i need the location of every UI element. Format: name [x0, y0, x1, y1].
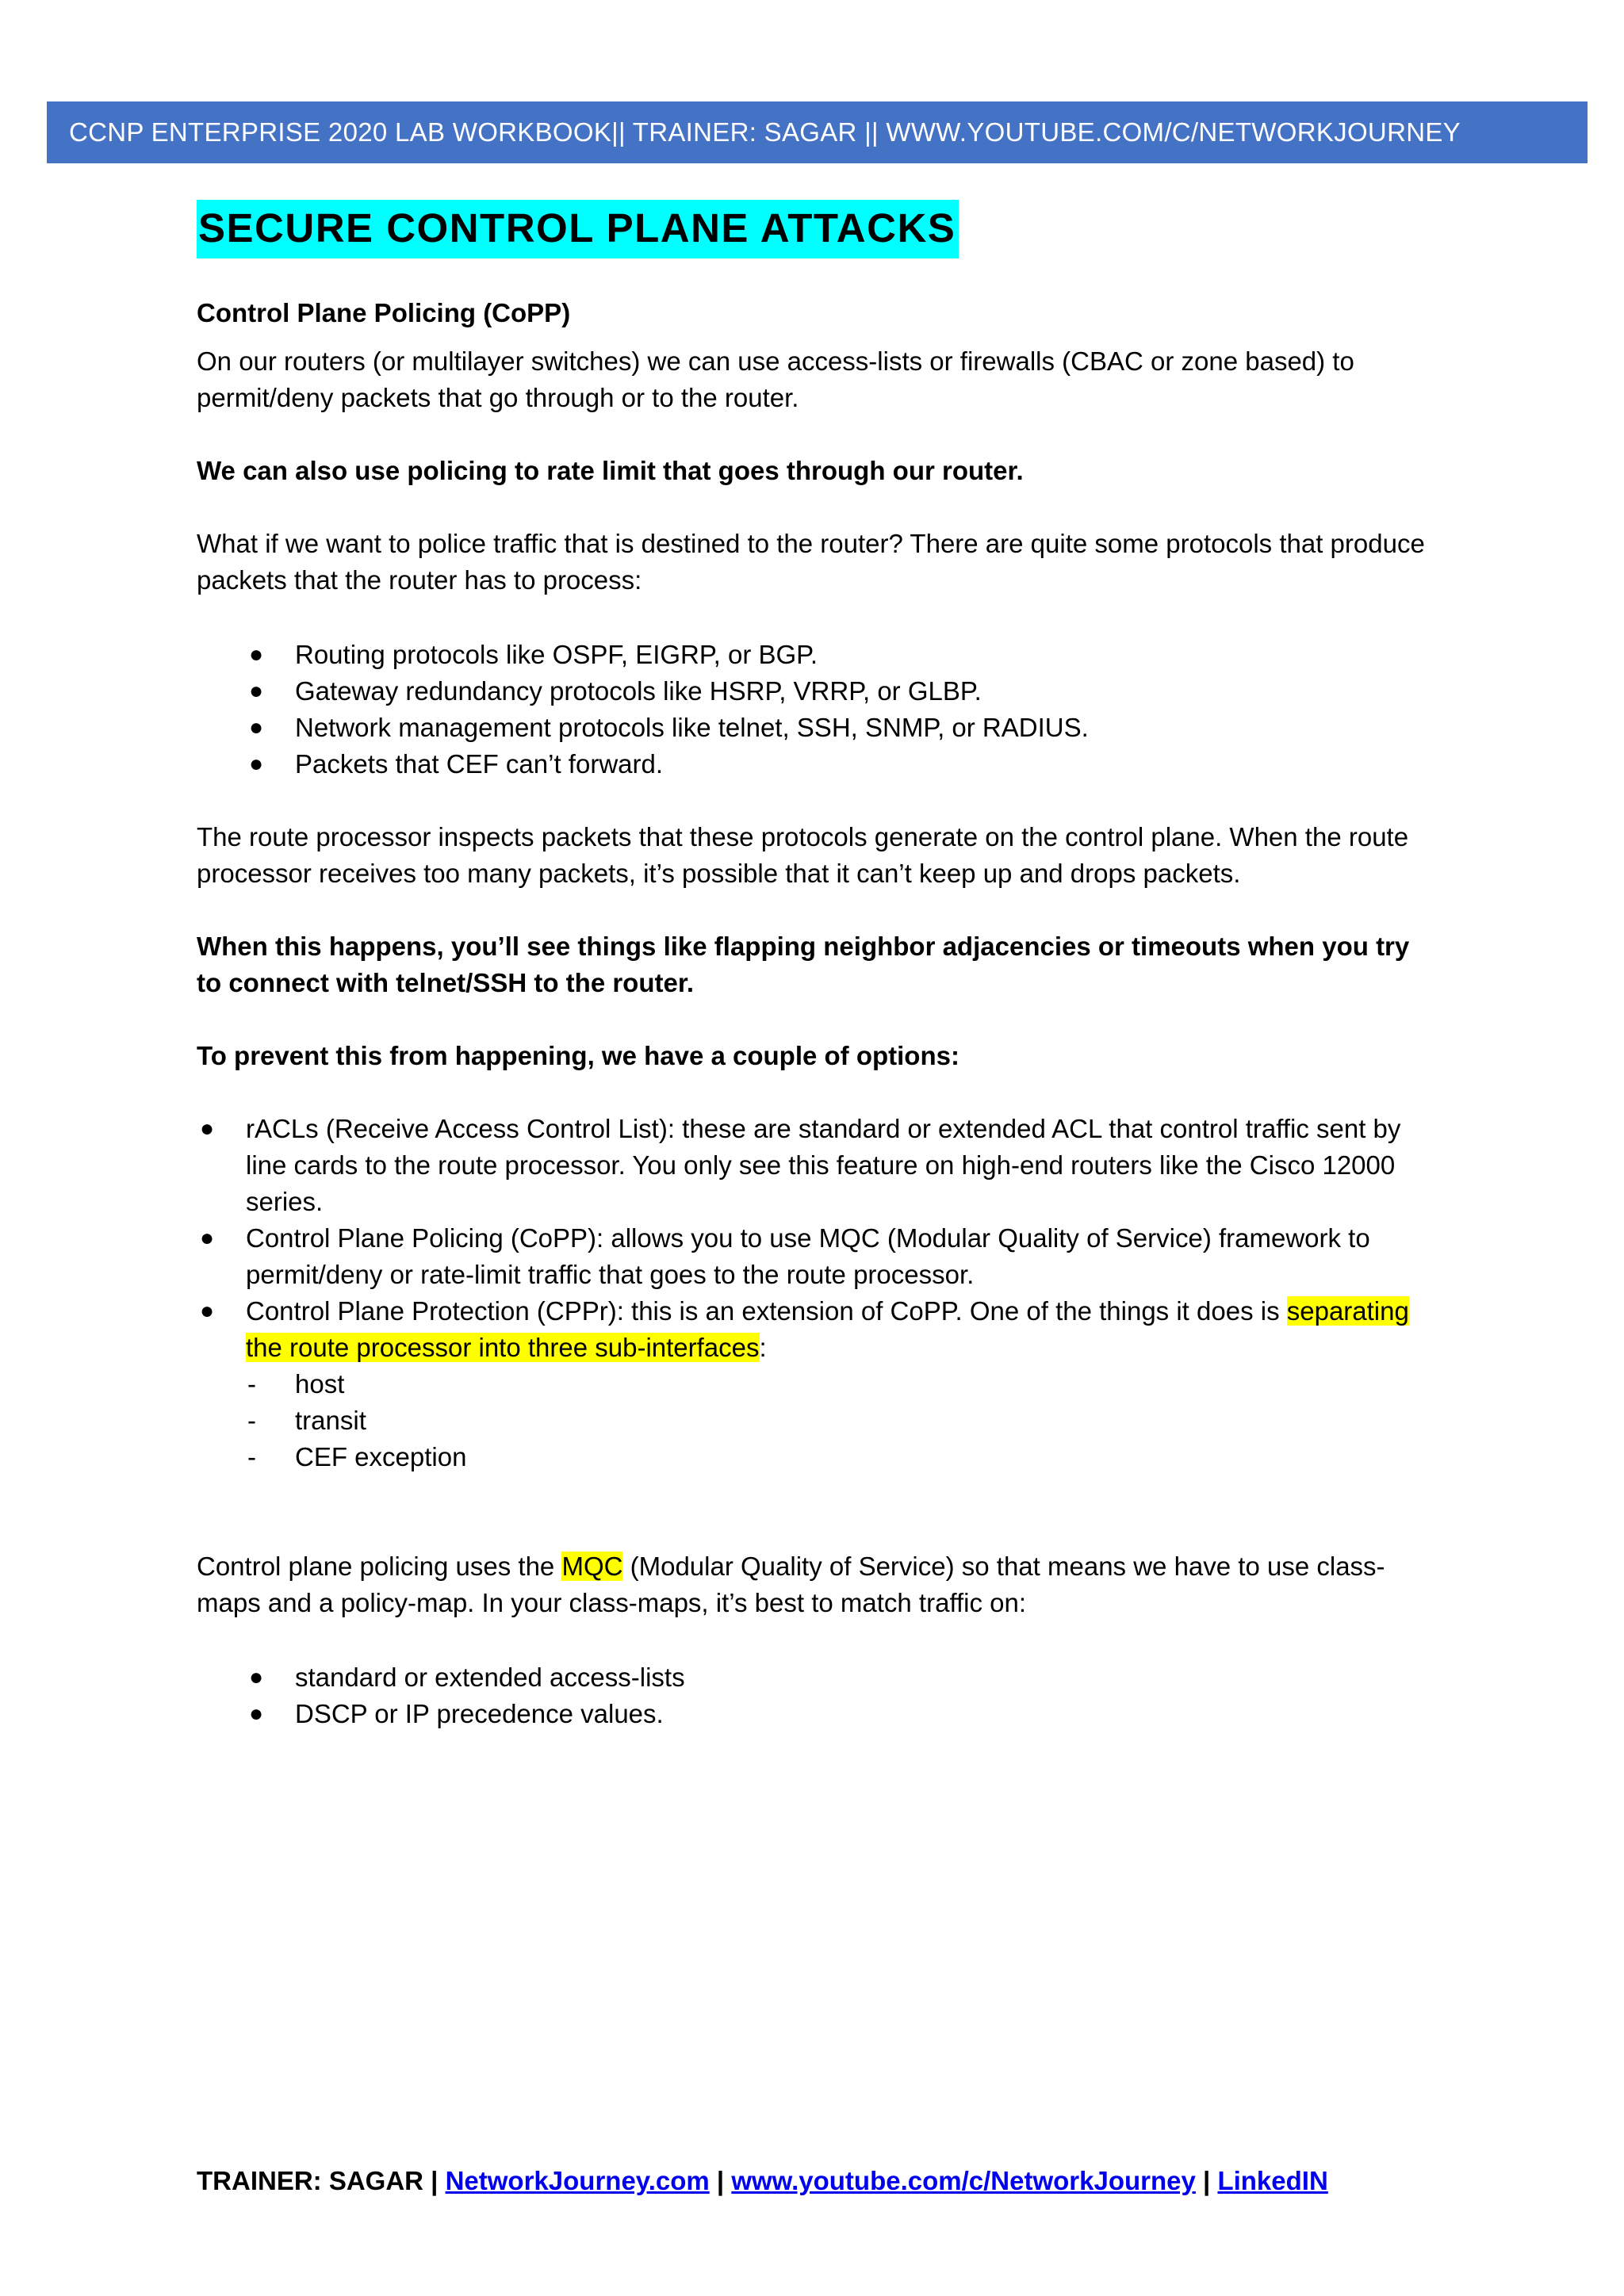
list-item-text: Packets that CEF can’t forward. [295, 749, 664, 779]
list-item [197, 1696, 1434, 1732]
paragraph-options-intro: To prevent this from happening, we have a couple of options: [197, 1041, 959, 1070]
list-item-text: Routing protocols like OSPF, EIGRP, or BGP. [295, 640, 818, 669]
list-item-text: Control Plane Protection (CPPr): this is an extension of CoPP. One of the things it does is [246, 1296, 1287, 1326]
footer-trainer: TRAINER: SAGAR [197, 2166, 423, 2195]
paragraph-route-processor: The route processor inspects packets that these protocols generate on the control plane. When the route processor receives too many packets, it’s possible that it can’t keep up and drops packets. [197, 822, 1409, 888]
footer-separator: | [709, 2166, 732, 2195]
options-list [197, 1111, 1434, 1366]
header-text: CCNP ENTERPRISE 2020 LAB WORKBOOK|| TRAINER: SAGAR || WWW.YOUTUBE.COM/C/NETWORKJOURNEY [69, 117, 1461, 147]
list-item [197, 637, 1434, 673]
list-item [197, 1111, 1434, 1220]
bullet-icon: ● [249, 751, 264, 777]
highlighted-text: MQC [561, 1552, 623, 1581]
footer-link-youtube[interactable]: www.youtube.com/c/NetworkJourney [731, 2166, 1196, 2195]
list-item-text: host [295, 1369, 345, 1399]
sub-interface-list [197, 1366, 1434, 1475]
list-item-text: DSCP or IP precedence values. [295, 1699, 664, 1728]
list-item [197, 746, 1434, 783]
list-item-text: CEF exception [295, 1442, 467, 1471]
list-item-text: standard or extended access-lists [295, 1663, 685, 1692]
footer-separator: | [1195, 2166, 1218, 2195]
list-item [197, 673, 1434, 710]
paragraph-policing: We can also use policing to rate limit that goes through our router. [197, 456, 1024, 485]
footer-separator: | [423, 2166, 446, 2195]
list-item-text: : [759, 1333, 767, 1362]
list-item [197, 1366, 1434, 1402]
list-item [197, 1659, 1434, 1696]
bullet-icon: ● [249, 1701, 264, 1727]
bullet-icon: ● [249, 1664, 264, 1690]
bullet-icon: ● [200, 1225, 215, 1251]
list-item-text: Control Plane Policing (CoPP): allows you to use MQC (Modular Quality of Service) framework to permit/deny or rate-limit traffic that goes to the route processor. [246, 1223, 1370, 1289]
highlighted-text: separating the route processor into three sub-interfaces [246, 1296, 1409, 1362]
list-item [197, 710, 1434, 746]
paragraph-text: (Modular Quality of Service) so that means we have to use class-maps and a policy-map. In your class-maps, it’s best to match traffic on: [197, 1552, 1385, 1617]
paragraph-text: Control plane policing uses the [197, 1552, 562, 1581]
match-list [197, 1659, 1434, 1732]
list-item [197, 1402, 1434, 1439]
paragraph-question: What if we want to police traffic that is destined to the router? There are quite some protocols that produce packets that the router has to process: [197, 529, 1425, 595]
footer-link-website[interactable]: NetworkJourney.com [445, 2166, 710, 2195]
bullet-icon: ● [200, 1115, 215, 1142]
paragraph-intro: On our routers (or multilayer switches) we can use access-lists or firewalls (CBAC or zone based) to permit/deny packets that go through or to the router. [197, 346, 1354, 412]
bullet-icon: ● [249, 714, 264, 740]
bullet-icon: ● [249, 641, 264, 668]
dash-icon: - [247, 1442, 256, 1471]
protocol-list [197, 637, 1434, 783]
bullet-icon: ● [249, 678, 264, 704]
list-item [197, 1439, 1434, 1475]
bullet-icon: ● [200, 1298, 215, 1324]
list-item-text: Network management protocols like telnet, SSH, SNMP, or RADIUS. [295, 713, 1089, 742]
page-title: SECURE CONTROL PLANE ATTACKS [197, 200, 959, 258]
page-content [197, 200, 1434, 1732]
paragraph-symptoms: When this happens, you’ll see things like flapping neighbor adjacencies or timeouts when you try to connect with telnet/SSH to the router. [197, 932, 1410, 997]
list-item-text: transit [295, 1406, 366, 1435]
list-item-text: Gateway redundancy protocols like HSRP, VRRP, or GLBP. [295, 676, 982, 706]
dash-icon: - [247, 1406, 256, 1435]
list-item [197, 1293, 1434, 1366]
dash-icon: - [247, 1369, 256, 1399]
list-item [197, 1220, 1434, 1293]
footer-link-linkedin[interactable]: LinkedIN [1217, 2166, 1328, 2195]
footer [197, 2166, 1328, 2196]
paragraph-mqc [197, 1548, 1434, 1621]
header-bar [47, 101, 1588, 163]
list-item-text: rACLs (Receive Access Control List): these are standard or extended ACL that control traffic sent by line cards to the route processor. You only see this feature on high-end routers like the Cisco 12000 series. [246, 1114, 1401, 1216]
section-heading: Control Plane Policing (CoPP) [197, 298, 571, 327]
